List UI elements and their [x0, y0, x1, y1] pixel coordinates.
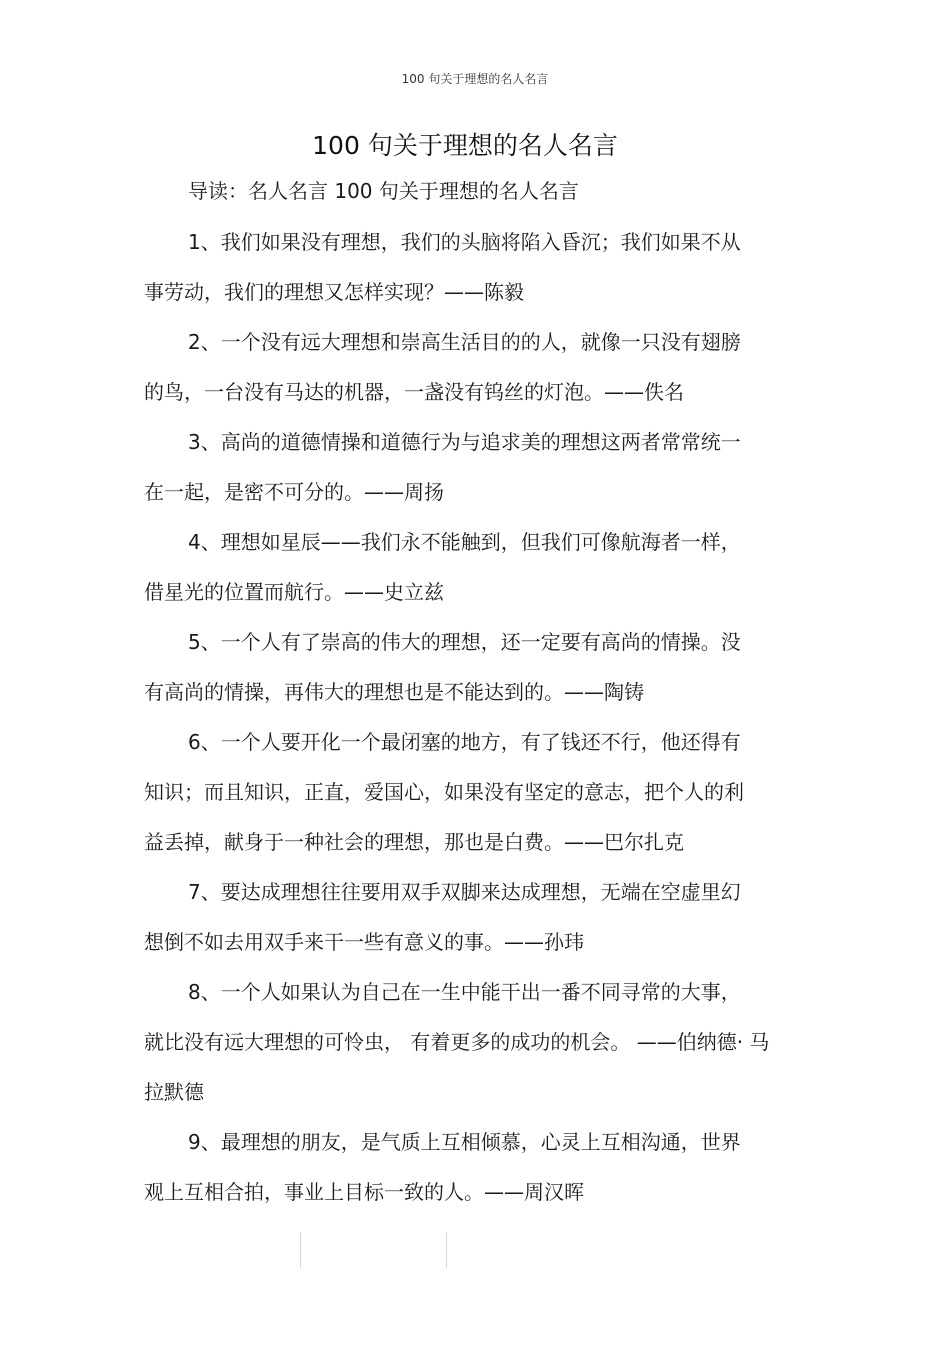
quote-3-line-2: 在一起，是密不可分的。——周扬 [144, 480, 444, 504]
intro-text: 导读：名人名言 100 句关于理想的名人名言 [188, 179, 579, 203]
quote-1-line-1: 1、我们如果没有理想，我们的头脑将陷入昏沉；我们如果不从 [188, 230, 741, 254]
page-header: 100 句关于理想的名人名言 [401, 72, 549, 86]
page-title: 100 句关于理想的名人名言 [312, 131, 618, 160]
right-divider [446, 1232, 447, 1268]
quote-3-line-1: 3、高尚的道德情操和道德行为与追求美的理想这两者常常统一 [188, 430, 741, 454]
quote-8-line-1: 8、一个人如果认为自己在一生中能干出一番不同寻常的大事， [188, 980, 741, 1004]
quote-4-line-1: 4、理想如星辰——我们永不能触到，但我们可像航海者一样， [188, 530, 741, 554]
quote-9-line-2: 观上互相合拍，事业上目标一致的人。——周汉晖 [144, 1180, 584, 1204]
quote-1-line-2: 事劳动，我们的理想又怎样实现？——陈毅 [144, 280, 524, 304]
left-divider [300, 1232, 301, 1268]
quote-5-line-2: 有高尚的情操，再伟大的理想也是不能达到的。——陶铸 [144, 680, 644, 704]
quote-8-line-3: 拉默德 [144, 1080, 204, 1104]
quote-6-line-3: 益丢掉，献身于一种社会的理想，那也是白费。——巴尔扎克 [144, 830, 684, 854]
quote-4-line-2: 借星光的位置而航行。——史立兹 [144, 580, 444, 604]
quote-5-line-1: 5、一个人有了崇高的伟大的理想，还一定要有高尚的情操。没 [188, 630, 741, 654]
quote-9-line-1: 9、最理想的朋友，是气质上互相倾慕，心灵上互相沟通，世界 [188, 1130, 741, 1154]
quote-2-line-2: 的鸟，一台没有马达的机器，一盏没有钨丝的灯泡。——佚名 [144, 380, 684, 404]
quote-8-line-2: 就比没有远大理想的可怜虫， 有着更多的成功的机会。 ——伯纳德· 马 [144, 1030, 770, 1054]
quote-6-line-2: 知识；而且知识，正直，爱国心，如果没有坚定的意志，把个人的利 [144, 780, 744, 804]
quote-7-line-1: 7、要达成理想往往要用双手双脚来达成理想，无端在空虚里幻 [188, 880, 741, 904]
quote-6-line-1: 6、一个人要开化一个最闭塞的地方，有了钱还不行，他还得有 [188, 730, 741, 754]
quote-2-line-1: 2、一个没有远大理想和崇高生活目的的人，就像一只没有翅膀 [188, 330, 741, 354]
quote-7-line-2: 想倒不如去用双手来干一些有意义的事。——孙玮 [144, 930, 584, 954]
